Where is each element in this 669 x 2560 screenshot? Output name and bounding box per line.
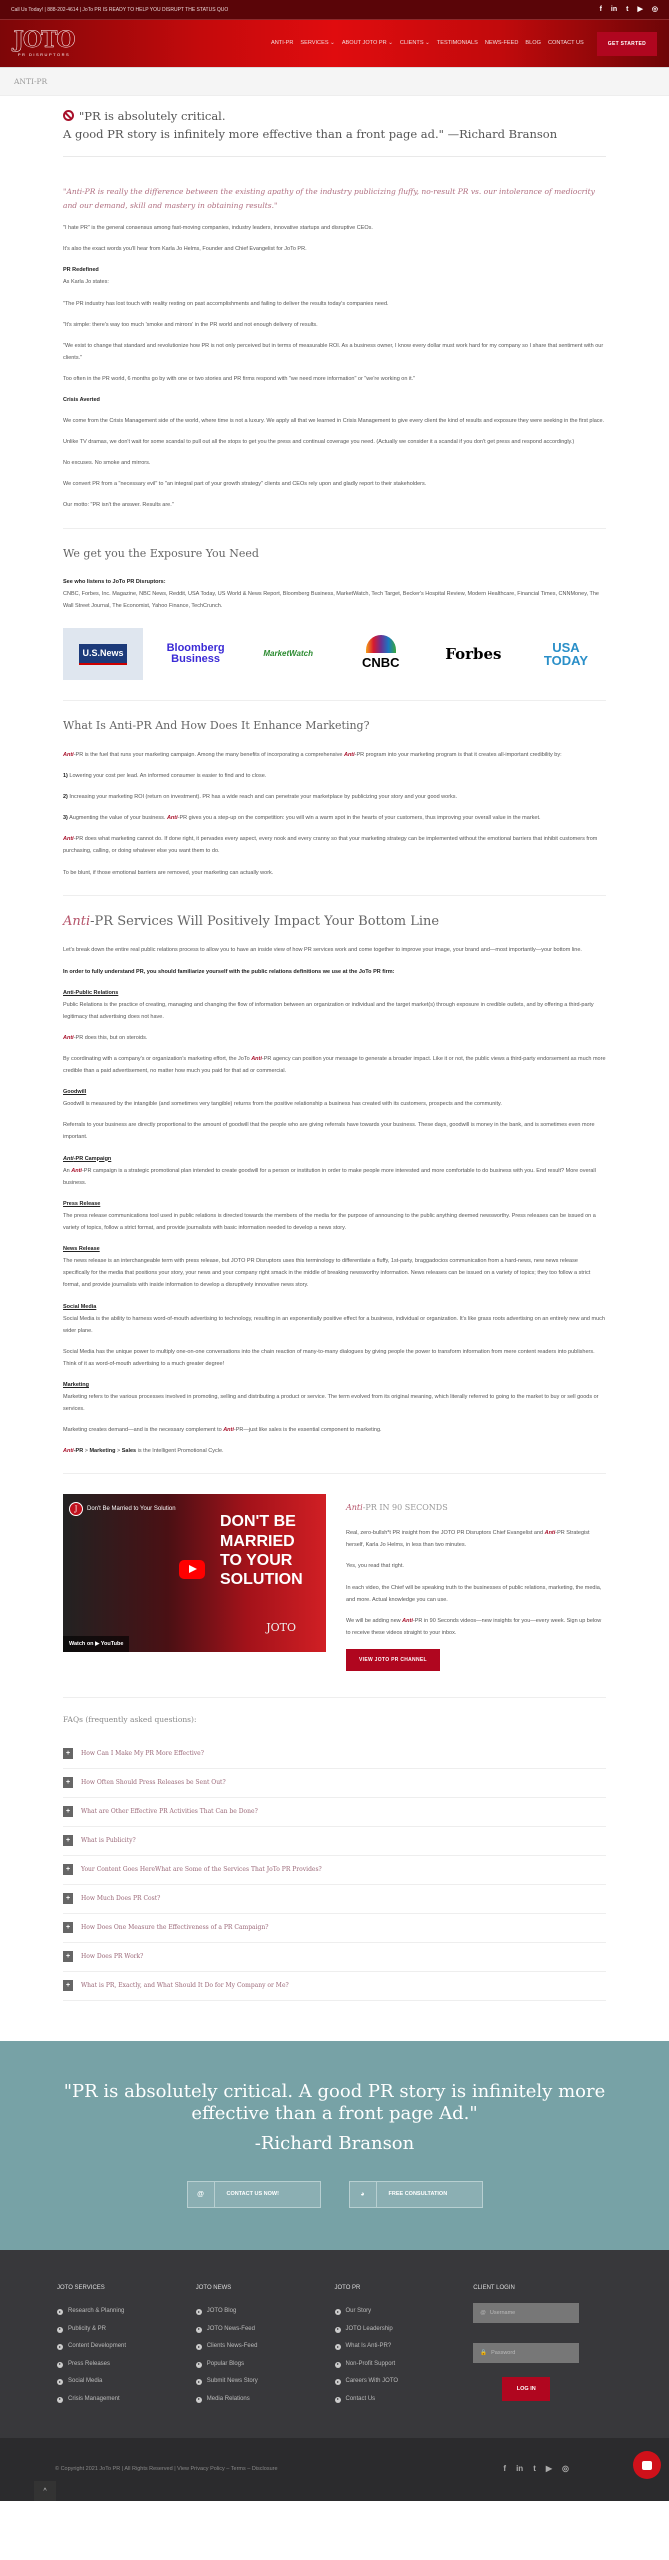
nav-contact[interactable]: CONTACT US: [547, 40, 584, 47]
main-nav: [271, 32, 657, 56]
footer-link[interactable]: Social Media: [57, 2373, 196, 2391]
what-is-anti-pr-heading: What Is Anti-PR And How Does It Enhance Marketing?: [63, 719, 370, 733]
cnbc-logo: CNBC: [341, 628, 421, 680]
arrow-circle-icon: [196, 2327, 202, 2333]
client-login: CLIENT LOGIN @ Username 🔒 Password LOG IN: [473, 2284, 612, 2409]
footer-link[interactable]: Content Development: [57, 2338, 196, 2356]
arrow-circle-icon: [57, 2344, 63, 2350]
copyright: © Copyright 2021 JoTo PR | All Rights Reserved | View Privacy Policy – Terms – Disclosure: [55, 2466, 278, 2473]
faq-item[interactable]: + How Much Does PR Cost?: [63, 1885, 606, 1914]
faq-item[interactable]: + What is PR, Exactly, and What Should It Do for My Company or Me?: [63, 1972, 606, 2001]
intro-text: Our motto: "PR isn't the answer. Results are.": [63, 502, 174, 509]
expand-plus-icon: +: [63, 1806, 73, 1817]
nav-testimonials[interactable]: TESTIMONIALS: [436, 40, 478, 47]
footer-link[interactable]: Non-Profit Support: [335, 2356, 474, 2374]
def-news-release: News Release: [63, 1246, 100, 1253]
def-goodwill: Goodwill: [63, 1089, 87, 1096]
arrow-circle-icon: [196, 2309, 202, 2315]
marketwatch-logo: MarketWatch: [263, 649, 314, 658]
nav-news-feed[interactable]: NEWS-FEED: [484, 40, 519, 47]
linkedin-icon[interactable]: in: [610, 5, 618, 13]
footer-link[interactable]: JOTO News-Feed: [196, 2321, 335, 2339]
arrow-circle-icon: [196, 2397, 202, 2403]
expand-plus-icon: +: [63, 1864, 73, 1875]
pie-chart-icon: ◕: [350, 2182, 377, 2207]
ninety-seconds-info: Anti-PR IN 90 SECONDS Real, zero-bullsh*t PR insight from the JOTO PR Disruptors Chief Evangelist and Anti-PR Strategist herself, Karla Jo Helms, in less than two minutes. Yes, you read that right. In each video, the Chief will be speaking truth to the businesses of public relations, marketing, the media, and more. Actual knowledge you can use. We will be adding new Anti-PR in 90 Seconds videos—new insights for you—every week. Sign up below to receive these videos straight to your inbox. VIEW JOTO PR CHANNEL: [346, 1494, 606, 1670]
expand-plus-icon: +: [63, 1835, 73, 1846]
arrow-circle-icon: [57, 2327, 63, 2333]
logo[interactable]: JOTO PR DISRUPTORS: [13, 26, 75, 57]
services-heading: Anti-PR Services Will Positively Impact Your Bottom Line: [63, 913, 440, 929]
expand-plus-icon: +: [63, 1980, 73, 1991]
expand-plus-icon: +: [63, 1777, 73, 1788]
pull-quote: "Anti-PR is really the difference between the existing apathy of the industry publicizing fluffy, no-result PR vs. our intolerance of mediocrity and our demand, skill and mastery in obtaining results.": [63, 186, 595, 210]
arrow-circle-icon: [335, 2362, 341, 2368]
lock-icon: 🔒: [480, 2349, 488, 2356]
footer-col-news: JOTO NEWS JOTO Blog JOTO News-Feed Clients News-Feed Popular Blogs Submit News Story Media Relations: [196, 2284, 335, 2409]
banner-quote: "PR is absolutely critical. A good PR story is infinitely more effective than a front page Ad.": [63, 2080, 606, 2125]
footer-link[interactable]: Publicity & PR: [57, 2321, 196, 2339]
intro-text: "We exist to change that standard and revolutionize how PR is not only perceived but in terms of measurable ROI. As a business owner, I know every dollar must work hard for my company so I share that sentiment with our clients.": [63, 342, 604, 361]
arrow-circle-icon: [57, 2309, 63, 2315]
divider: [63, 895, 606, 896]
at-sign-icon: @: [188, 2182, 215, 2207]
nav-about[interactable]: ABOUT JOTO PR ⌄: [341, 40, 393, 47]
subheading-crisis-averted: Crisis Averted: [63, 396, 100, 403]
video-thumbnail-text: DON'T BE MARRIED TO YOUR SOLUTION: [220, 1513, 303, 1589]
expand-plus-icon: +: [63, 1893, 73, 1904]
footer-link[interactable]: Research & Planning: [57, 2303, 196, 2321]
instagram-icon[interactable]: ◎: [651, 5, 658, 13]
arrow-circle-icon: [335, 2379, 341, 2385]
footer-col-services: JOTO SERVICES Research & Planning Publicity & PR Content Development Press Releases Social Media Crisis Management: [57, 2284, 196, 2409]
contact-info: Call Us Today! | 888-202-4614 | JoTo PR IS READY TO HELP YOU DISRUPT THE STATUS QUO: [11, 6, 229, 13]
arrow-circle-icon: [57, 2379, 63, 2385]
forbes-logo: Forbes: [445, 645, 502, 664]
arrow-circle-icon: [196, 2344, 202, 2350]
main-header: [0, 20, 669, 68]
intro-text: No excuses. No smoke and mirrors.: [63, 460, 151, 467]
def-marketing: Marketing: [63, 1381, 89, 1388]
free-consultation-button[interactable]: ◕ FREE CONSULTATION: [349, 2181, 483, 2208]
nav-blog[interactable]: BLOG: [525, 40, 541, 47]
faq-item[interactable]: + How Often Should Press Releases be Sent Out?: [63, 1769, 606, 1798]
ninety-seconds-title: Anti-PR IN 90 SECONDS: [346, 1503, 448, 1513]
footer-link[interactable]: Media Relations: [196, 2391, 335, 2409]
arrow-circle-icon: [335, 2344, 341, 2350]
arrow-circle-icon: [335, 2309, 341, 2315]
faq-item[interactable]: + How Does One Measure the Effectiveness of a PR Campaign?: [63, 1914, 606, 1943]
def-social-media: Social Media: [63, 1303, 97, 1310]
def-anti-public-relations: Anti-Public Relations: [63, 989, 119, 996]
footer-social-links: [503, 2463, 569, 2476]
breadcrumb: ANTI-PR: [0, 68, 669, 96]
usnews-logo: U.S.News: [63, 628, 143, 680]
divider: [63, 1697, 606, 1698]
arrow-circle-icon: [196, 2379, 202, 2385]
divider: [63, 528, 606, 529]
faq-accordion: [63, 1740, 606, 2001]
intro-text: "I hate PR" is the general consensus among fast-moving companies, industry leaders, innovative startups and disruptive CEOs.: [63, 225, 373, 232]
subheading-pr-redefined: PR Redefined: [63, 267, 99, 274]
bloomberg-logo: Bloomberg Business: [166, 642, 225, 666]
def-anti-pr-campaign: -PR Campaign: [73, 1155, 112, 1162]
faq-item[interactable]: + How Does PR Work?: [63, 1943, 606, 1972]
joto-watermark: JOTO: [266, 1620, 296, 1634]
footer-link[interactable]: Press Releases: [57, 2356, 196, 2374]
banner-author: -Richard Branson: [254, 2132, 415, 2154]
faq-item[interactable]: + How Can I Make My PR More Effective?: [63, 1740, 606, 1769]
divider: [63, 1473, 606, 1474]
password-field[interactable]: 🔒 Password: [473, 2343, 579, 2363]
promotional-cycle: Anti-PR > Marketing > Sales is the Intelligent Promotional Cycle.: [63, 1448, 224, 1455]
def-press-release: Press Release: [63, 1200, 101, 1207]
arrow-circle-icon: [57, 2362, 63, 2368]
youtube-video-embed[interactable]: [63, 1494, 326, 1652]
contact-us-now-button[interactable]: @ CONTACT US NOW!: [187, 2181, 321, 2208]
no-symbol-icon: [63, 110, 74, 121]
top-bar: [0, 0, 669, 20]
intro-text: We convert PR from a "necessary evil" to "an integral part of your growth strategy" clients and CEOs rely upon and gladly report to their stakeholders.: [63, 481, 427, 488]
nav-clients[interactable]: CLIENTS ⌄: [399, 40, 430, 47]
chat-bubble-icon[interactable]: [633, 2451, 661, 2479]
hero-quote: "PR is absolutely critical. A good PR story is infinitely more effective than a front page ad." —Richard Branson: [63, 96, 606, 157]
intro-text: "It's simple: there's way too much 'smoke and mirrors' in the PR world and not enough delivery of results.: [63, 321, 318, 328]
get-started-button[interactable]: GET STARTED: [597, 32, 657, 56]
arrow-circle-icon: [57, 2397, 63, 2403]
footer-link[interactable]: Crisis Management: [57, 2391, 196, 2409]
arrow-circle-icon: [335, 2327, 341, 2333]
play-button-icon[interactable]: [179, 1560, 205, 1579]
footer: [0, 2250, 669, 2439]
arrow-circle-icon: [335, 2397, 341, 2403]
faq-heading: FAQs (frequently asked questions):: [63, 1714, 197, 1724]
footer-link[interactable]: JOTO Leadership: [335, 2321, 474, 2339]
intro-text: We come from the Crisis Management side of the world, where time is not a luxury. We apply all that we learned in Crisis Management to give every client the kind of results and exposure they were seeking in the first place.: [63, 418, 605, 425]
log-in-button[interactable]: LOG IN: [502, 2377, 550, 2401]
footer-link[interactable]: Our Story: [335, 2303, 474, 2321]
faq-item[interactable]: + Your Content Goes HereWhat are Some of the Services That JoTo PR Provides?: [63, 1856, 606, 1885]
quote-banner: [0, 2041, 669, 2250]
footer-link[interactable]: JOTO Blog: [196, 2303, 335, 2321]
username-field[interactable]: @ Username: [473, 2303, 579, 2323]
watch-on-youtube-button[interactable]: Watch on ▶ YouTube: [63, 1636, 129, 1653]
exposure-heading: We get you the Exposure You Need: [63, 546, 259, 560]
media-logo-carousel[interactable]: [63, 624, 606, 684]
footer-link[interactable]: Submit News Story: [196, 2373, 335, 2391]
footer-link[interactable]: Careers With JOTO: [335, 2373, 474, 2391]
youtube-icon[interactable]: ▶: [637, 5, 643, 13]
footer-link[interactable]: Popular Blogs: [196, 2356, 335, 2374]
nav-anti-pr[interactable]: ANTI-PR: [271, 40, 294, 47]
intro-text: "The PR industry has lost touch with reality resting on past accomplishments and failing to deliver the results today's companies need.: [63, 300, 389, 307]
youtube-icon[interactable]: ▶: [545, 2464, 553, 2474]
channel-avatar: J: [69, 1502, 83, 1516]
divider: [63, 700, 606, 701]
intro-text: Unlike TV dramas, we don't wait for some scandal to pull out all the stops to get you the press and continual coverage you need. (Actually we consider it a scandal if you don't get press and respond accordingly.): [63, 439, 575, 446]
footer-link[interactable]: Contact Us: [335, 2391, 474, 2409]
usatoday-logo: USA TODAY: [543, 640, 588, 669]
video-section: [63, 1494, 606, 1670]
twitter-icon[interactable]: t: [626, 5, 629, 13]
video-title: Don't Be Married to Your Solution: [87, 1505, 176, 1512]
arrow-circle-icon: [196, 2362, 202, 2368]
facebook-icon[interactable]: f: [503, 2464, 507, 2474]
scroll-to-top-icon[interactable]: ^: [34, 2481, 56, 2501]
twitter-icon[interactable]: t: [533, 2464, 536, 2474]
instagram-icon[interactable]: ◎: [562, 2464, 569, 2474]
linkedin-icon[interactable]: in: [516, 2464, 524, 2474]
footer-col-joto-pr: JOTO PR Our Story JOTO Leadership What Is Anti-PR? Non-Profit Support Careers With JOTO Contact Us: [335, 2284, 474, 2409]
footer-bottom: [0, 2438, 669, 2501]
at-sign-icon: @: [480, 2309, 486, 2316]
nav-services[interactable]: SERVICES ⌄: [300, 40, 335, 47]
media-list: CNBC, Forbes, Inc. Magazine, NBC News, Reddit, USA Today, US World & News Report, Bloomberg Business, MarketWatch, Tech Target, Becker's Hospital Review, Modern Healthcare, Financial Times, CNNMoney, The Wall Street Journal, The Economist, Yahoo Finance, TechCrunch.: [63, 591, 599, 610]
expand-plus-icon: +: [63, 1748, 73, 1759]
footer-link[interactable]: Clients News-Feed: [196, 2338, 335, 2356]
intro-text: It's also the exact words you'll hear from Karla Jo Helms, Founder and Chief Evangelist for JoTo PR.: [63, 246, 307, 253]
view-channel-button[interactable]: VIEW JOTO PR CHANNEL: [346, 1649, 440, 1671]
social-links: [600, 4, 658, 15]
faq-item[interactable]: + What is Publicity?: [63, 1827, 606, 1856]
faq-item[interactable]: + What are Other Effective PR Activities That Can be Done?: [63, 1798, 606, 1827]
expand-plus-icon: +: [63, 1951, 73, 1962]
intro-text: Too often in the PR world, 6 months go by with one or two stories and PR firms respond with "we need more information" or "we're working on it.": [63, 375, 416, 382]
expand-plus-icon: +: [63, 1922, 73, 1933]
footer-link[interactable]: What Is Anti-PR?: [335, 2338, 474, 2356]
facebook-icon[interactable]: f: [599, 5, 602, 13]
